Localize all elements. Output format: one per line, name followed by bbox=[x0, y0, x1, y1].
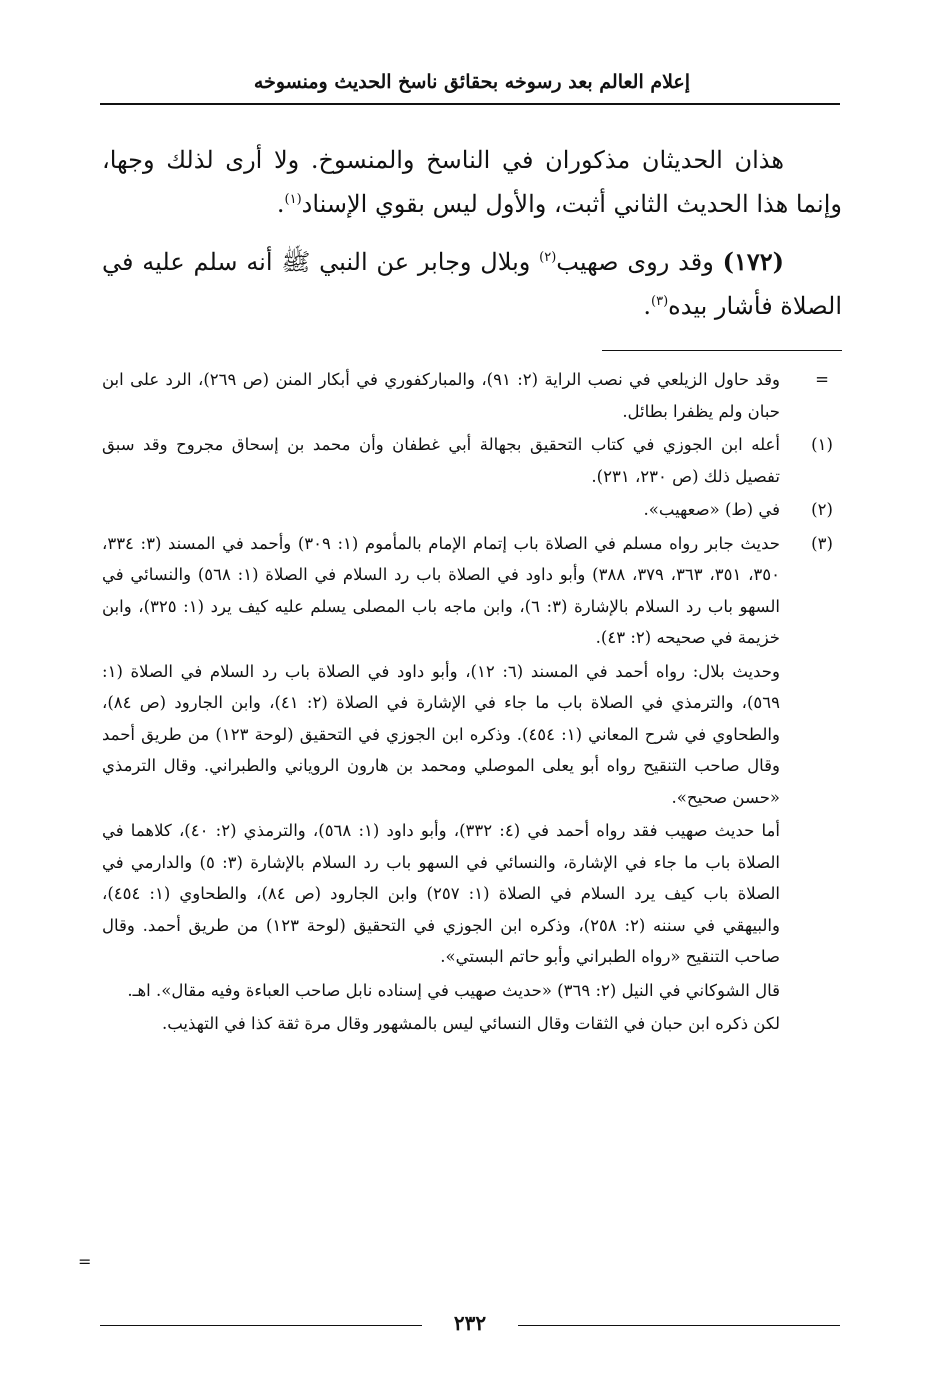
footnote-text: وقد حاول الزيلعي في نصب الراية (٢: ٩١)، والمباركفوري في أبكار المنن (ص ٢٦٩)، الرد على ابن حبان ولم يظفرا بطائل. bbox=[102, 370, 781, 421]
paragraph-1-text: هذان الحديثان مذكوران في الناسخ والمنسوخ. ولا أرى لذلك وجها، وإنما هذا الحديث الثاني أثبت، والأول ليس بقوي الإسناد bbox=[102, 146, 842, 218]
footnote-marker: (١) bbox=[811, 435, 833, 454]
footnote-text: في (ط) «صعهيب». bbox=[643, 500, 780, 519]
footnote-ref-2[interactable]: (٢) bbox=[539, 250, 557, 265]
footnote-ref-1[interactable]: (١) bbox=[284, 192, 302, 207]
footnote-marker: (٢) bbox=[811, 500, 833, 519]
paragraph-2: (١٧٢) وقد روى صهيب$^{(٢)}$ وبلال وجابر عن النبي ﷺ أنه سلم عليه في الصلاة فأشار بيده$^{(٣)}$. bbox=[102, 247, 842, 320]
footnote-3-paragraph: لكن ذكره ابن حبان في الثقات وقال النسائي ليس بالمشهور وقال مرة ثقة كذا في التهذيب. bbox=[161, 1014, 780, 1033]
footnote-3-paragraph: أما حديث صهيب فقد رواه أحمد في (٤: ٣٣٢)، وأبو داود (١: ٥٦٨)، والترمذي (٢: ٤٠)، كلاهما في الصلاة باب ما جاء في الإشارة، والنسائي في السهو باب رد السلام بالإشارة (٣: ٥) والدارمي في الصلاة باب كيف يرد السلام في الصلاة (١: ٢٥٧) وابن الجارود (ص ٨٤)، والطحاوي (١: ٤٥٤)، والبيهقي في سننه (٢: ٢٥٨)، وذكره ابن الجوزي في التحقيق (لوحة ١٢٣) من طريق أحمد. وقال صاحب التنقيح «رواه الطبراني وأبو حاتم البستي». bbox=[102, 821, 781, 966]
main-text bbox=[102, 138, 842, 342]
paragraph-1: هذان الحديثان مذكوران في الناسخ والمنسوخ. ولا أرى لذلك وجها، وإنما هذا الحديث الثاني أثبت، والأول ليس بقوي الإسناد$^{(١)}$. bbox=[102, 146, 842, 218]
footnote-marker: (٣) bbox=[811, 533, 833, 553]
footnote-1 bbox=[102, 429, 842, 492]
header-rule bbox=[100, 103, 840, 105]
footnote-2 bbox=[102, 494, 842, 526]
footnote-3-paragraph: قال الشوكاني في النيل (٢: ٣٦٩) «حديث صهيب في إسناده نابل صاحب العباءة وفيه مقال». اهـ. bbox=[127, 980, 780, 1000]
footnote-3 bbox=[102, 528, 842, 654]
footer-rule-right bbox=[518, 1325, 840, 1326]
footnote-separator bbox=[602, 350, 842, 351]
page-footer bbox=[100, 1313, 840, 1337]
footnote-3-paragraph: وحديث بلال: رواه أحمد في المسند (٦: ١٢)، وأبو داود في الصلاة باب رد السلام في الصلاة (١: ٥٦٩)، والترمذي في الصلاة باب ما جاء في الإشارة في الصلاة (٢: ٤١)، وابن الجارود (ص ٨٤)، والطحاوي في شرح المعاني (١: ٤٥٤). وذكره ابن الجوزي في التحقيق (لوحة ١٢٣) من طريق أحمد وقال صاحب التنقيح رواه أبو يعلى الموصلي ومحمد بن هارون الروياني والطبراني. وقال الترمذي «حسن صحيح». bbox=[102, 661, 781, 807]
footnote-ref-3[interactable]: (٣) bbox=[651, 294, 669, 309]
page-number: ٢٣٢ bbox=[453, 1311, 487, 1335]
footnote-marker: = bbox=[815, 370, 829, 389]
hadith-number: (١٧٢) bbox=[722, 247, 784, 276]
running-header-title: إعلام العالم بعد رسوخه بحقائق ناسخ الحديث ومنسوخه bbox=[253, 71, 691, 93]
footnote-text: حديث جابر رواه مسلم في الصلاة باب إتمام الإمام بالمأموم (١: ٣٠٩) وأحمد في المسند (٣: ٣٣٤، ٣٥٠، ٣٥١، ٣٦٣، ٣٧٩، ٣٨٨) وأبو داود في الصلاة باب رد السلام في الصلاة (١: ٥٦٨) والنسائي في السهو باب رد السلام بالإشارة (٣: ٦)، وابن ماجه باب المصلى يسلم عليه كيف يرد (١: ٣٢٥)، وابن خزيمة في صحيحه (٢: ٤٣). bbox=[102, 533, 781, 647]
footnote-continued bbox=[102, 364, 842, 427]
footnotes bbox=[102, 364, 842, 1042]
continuation-mark: = bbox=[78, 1252, 92, 1271]
footnote-text: أعله ابن الجوزي في كتاب التحقيق بجهالة أبي غطفان وأن محمد بن إسحاق مجروح وقد سبق تفصيل ذلك (ص ٢٣٠، ٢٣١). bbox=[102, 435, 780, 486]
